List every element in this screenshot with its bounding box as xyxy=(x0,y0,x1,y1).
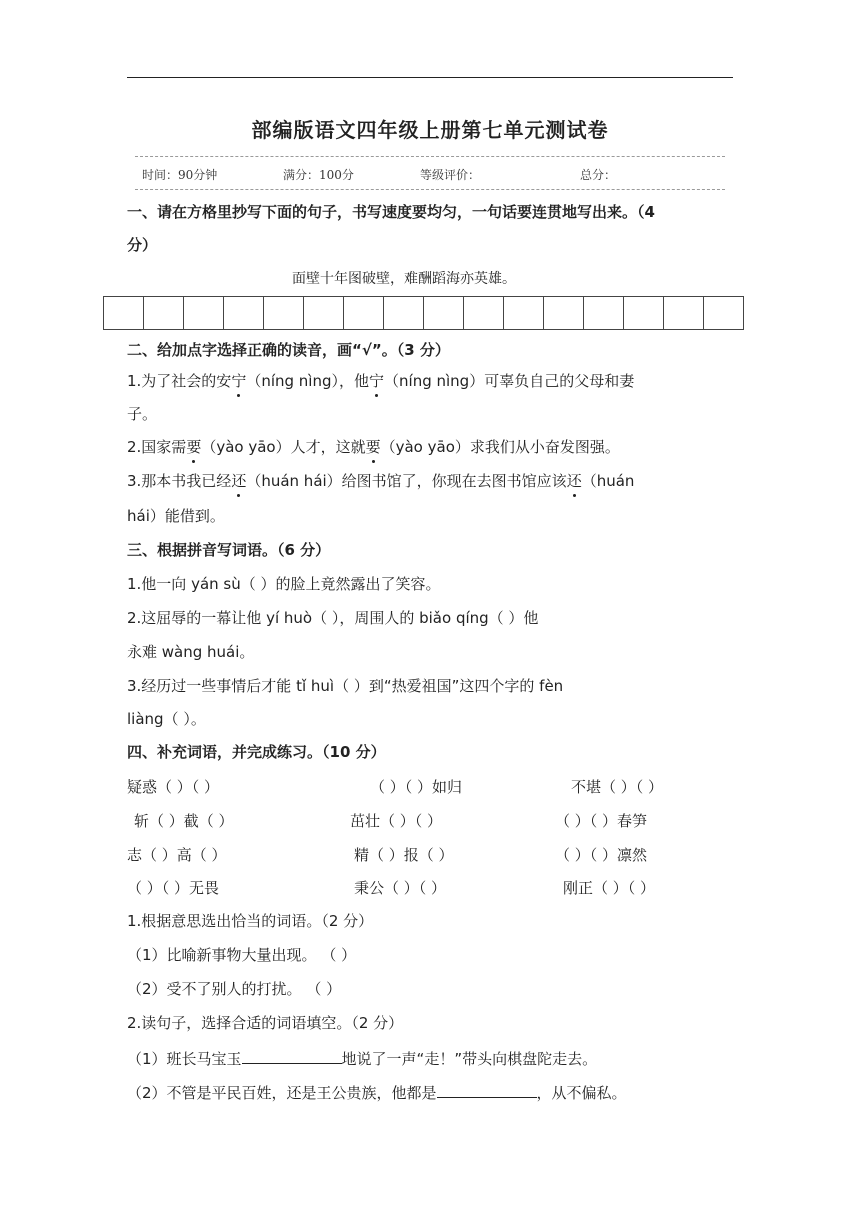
s3-q3-cont: liàng（ ）。 xyxy=(127,710,206,728)
grid-cell[interactable] xyxy=(504,297,544,329)
word-item: 不堪（ ）（ ） xyxy=(571,778,664,796)
total-label: 总分： xyxy=(580,168,617,182)
dotted-char: 要 xyxy=(186,438,202,456)
grid-cell[interactable] xyxy=(544,297,584,329)
s2-q1 xyxy=(127,371,634,391)
grid-cell[interactable] xyxy=(424,297,464,329)
score-label: 满分：100分 xyxy=(283,168,354,182)
word-item: 秉公（ ）（ ） xyxy=(354,879,447,897)
s2-q1-text-c: （níng nìng），他 xyxy=(246,372,370,390)
s4-p2-q2-pre: （2）不管是平民百姓，还是王公贵族，他都是 xyxy=(127,1084,437,1102)
word-item: （ ）（ ）如归 xyxy=(370,778,463,796)
top-rule xyxy=(127,77,733,78)
s2-q3-text-e: （huán xyxy=(581,472,635,490)
s4-p2-q2-post: ，从不偏私。 xyxy=(536,1084,627,1102)
s2-q2-text-a: 2.国家需 xyxy=(127,438,187,456)
page-title: 部编版语文四年级上册第七单元测试卷 xyxy=(251,118,609,142)
grid-cell[interactable] xyxy=(104,297,144,329)
fill-blank[interactable] xyxy=(437,1081,537,1098)
copy-grid[interactable] xyxy=(103,296,744,330)
grid-cell[interactable] xyxy=(144,297,184,329)
s3-q1: 1.他一向 yán sù（ ）的脸上竟然露出了笑容。 xyxy=(127,575,441,593)
info-bottom-divider xyxy=(135,189,725,190)
s2-q1-cont: 子。 xyxy=(127,405,158,423)
section-3-heading: 三、根据拼音写词语。（6 分） xyxy=(127,541,331,559)
section-1-heading-cont: 分） xyxy=(127,236,158,254)
s3-q2-cont: 永难 wàng huái。 xyxy=(127,643,255,661)
s4-part-2-q2 xyxy=(127,1081,627,1103)
dotted-char: 还 xyxy=(231,472,247,490)
time-label: 时间：90分钟 xyxy=(142,168,218,182)
s2-q2 xyxy=(127,437,620,457)
s2-q2-text-c: （yào yāo）人才，这就 xyxy=(201,438,366,456)
s2-q3 xyxy=(127,471,634,491)
s2-q2-text-e: （yào yāo）求我们从小奋发图强。 xyxy=(380,438,620,456)
s4-part-1: 1.根据意思选出恰当的词语。（2 分） xyxy=(127,912,374,930)
section-1-heading: 一、请在方格里抄写下面的句子，书写速度要均匀，一句话要连贯地写出来。（4 xyxy=(127,203,655,221)
s4-part-2-q1 xyxy=(127,1047,597,1069)
section-4-heading: 四、补充词语，并完成练习。（10 分） xyxy=(127,743,386,761)
s4-part-2: 2.读句子，选择合适的词语填空。（2 分） xyxy=(127,1014,404,1032)
grid-cell[interactable] xyxy=(184,297,224,329)
s2-q1-text-a: 1.为了社会的安 xyxy=(127,372,232,390)
s4-p2-q1-post: 地说了一声“走！”带头向棋盘陀走去。 xyxy=(341,1050,598,1068)
section-2-heading: 二、给加点字选择正确的读音，画“√”。（3 分） xyxy=(127,341,450,359)
s3-q2: 2.这屈辱的一幕让他 yí huò（ ），周围人的 biǎo qíng（ ）他 xyxy=(127,609,539,627)
fill-blank[interactable] xyxy=(242,1047,342,1064)
info-top-divider xyxy=(135,156,725,157)
grid-cell[interactable] xyxy=(344,297,384,329)
grid-cell[interactable] xyxy=(664,297,704,329)
copy-sentence: 面壁十年图破壁，难酬蹈海亦英雄。 xyxy=(292,271,516,287)
dotted-char: 宁 xyxy=(231,372,247,390)
s4-part-1-q1: （1）比喻新事物大量出现。 （ ） xyxy=(127,946,357,964)
grid-cell[interactable] xyxy=(704,297,744,329)
grid-cell[interactable] xyxy=(304,297,344,329)
word-item: 疑惑（ ）（ ） xyxy=(127,778,220,796)
word-item: 刚正（ ）（ ） xyxy=(563,879,656,897)
dotted-char: 还 xyxy=(566,472,582,490)
word-item: 茁壮（ ）（ ） xyxy=(350,812,443,830)
word-item: （ ）（ ）凛然 xyxy=(555,846,648,864)
s2-q1-text-e: （níng nìng）可辜负自己的父母和妻 xyxy=(384,372,635,390)
word-item: 志（ ）高（ ） xyxy=(127,846,227,864)
word-item: 斩（ ）截（ ） xyxy=(134,812,234,830)
s4-p2-q1-pre: （1）班长马宝玉 xyxy=(127,1050,242,1068)
s4-part-1-q2: （2）受不了别人的打扰。 （ ） xyxy=(127,980,342,998)
grid-cell[interactable] xyxy=(464,297,504,329)
dotted-char: 要 xyxy=(365,438,381,456)
word-item: （ ）（ ）春笋 xyxy=(555,812,648,830)
word-item: 精（ ）报（ ） xyxy=(354,846,454,864)
grade-label: 等级评价： xyxy=(420,168,481,182)
grid-cell[interactable] xyxy=(264,297,304,329)
grid-cell[interactable] xyxy=(624,297,664,329)
grid-cell[interactable] xyxy=(384,297,424,329)
dotted-char: 宁 xyxy=(369,372,385,390)
s2-q3-text-c: （huán hái）给图书馆了，你现在去图书馆应该 xyxy=(246,472,567,490)
grid-cell[interactable] xyxy=(224,297,264,329)
s2-q3-text-a: 3.那本书我已经 xyxy=(127,472,232,490)
word-item: （ ）（ ）无畏 xyxy=(127,879,220,897)
s3-q3: 3.经历过一些事情后才能 tǐ huì（ ）到“热爱祖国”这四个字的 fèn xyxy=(127,677,564,695)
s2-q3-cont: hái）能借到。 xyxy=(127,507,225,525)
grid-cell[interactable] xyxy=(584,297,624,329)
